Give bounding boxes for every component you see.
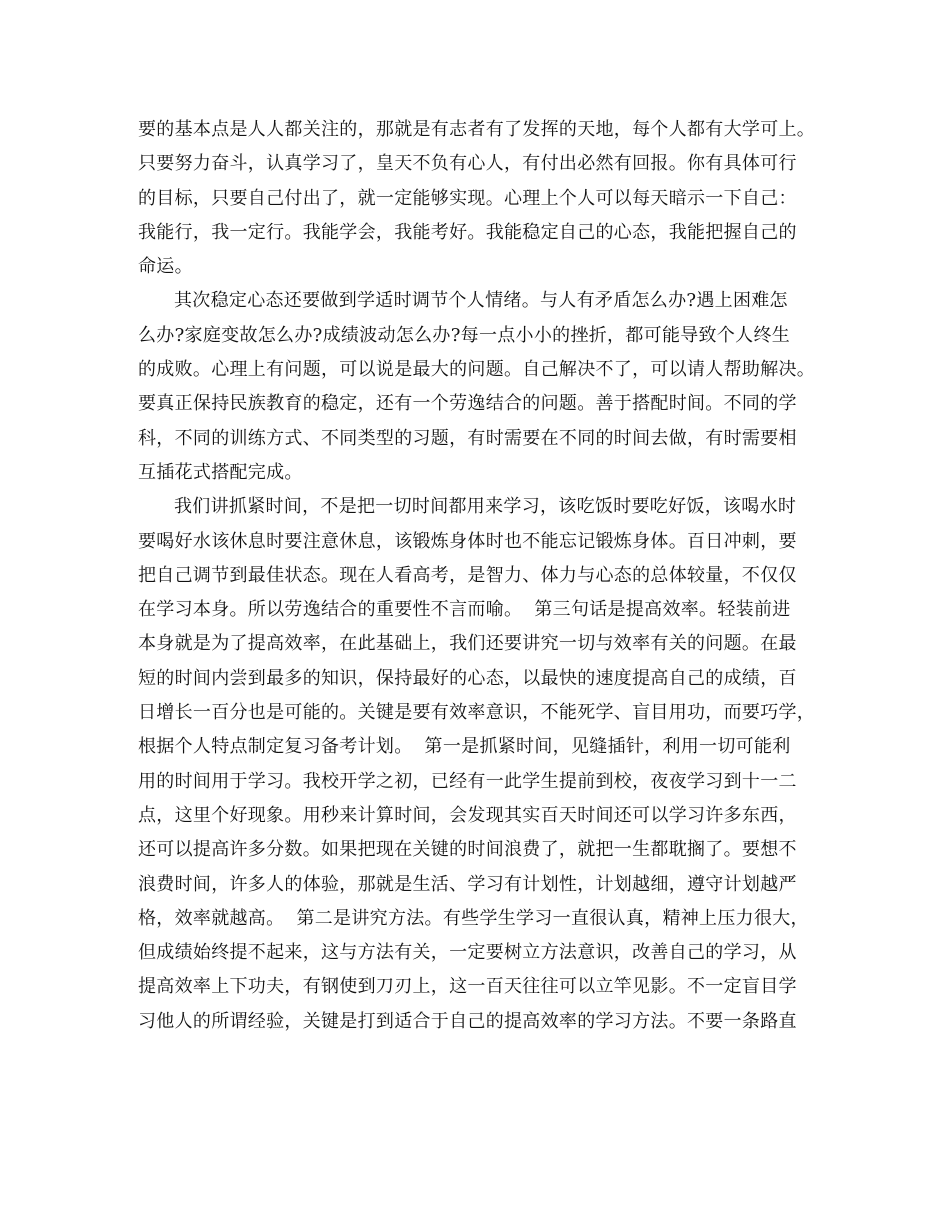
- text-line: 我能行，我一定行。我能学会，我能考好。我能稳定自己的心态，我能把握自己的: [138, 221, 797, 243]
- text-line: 本身就是为了提高效率，在此基础上，我们还要讲究一切与效率有关的问题。在最: [138, 633, 797, 655]
- text-line: 根据个人特点制定复习备考计划。 第一是抓紧时间，见缝插针，利用一切可能利: [138, 736, 791, 758]
- text-line: 提高效率上下功夫，有钢使到刀刃上，这一百天往往可以立竿见影。不一定盲目学: [138, 976, 797, 998]
- text-line: 日增长一百分也是可能的。关键是要有效率意识，不能死学、盲目用功，而要巧学，: [138, 702, 816, 724]
- text-line: 浪费时间，许多人的体验，那就是生活、学习有计划性，计划越细，遵守计划越严: [138, 873, 797, 895]
- text-line: 习他人的所谓经验，关键是打到适合于自己的提高效率的学习方法。不要一条路直: [138, 1010, 797, 1032]
- text-line: 要的基本点是人人都关注的，那就是有志者有了发挥的天地，每个人都有大学可上。: [138, 119, 816, 140]
- paragraph-start-line: 其次稳定心态还要做到学适时调节个人情绪。与人有矛盾怎么办?遇上困难怎: [174, 290, 788, 312]
- paragraph-start-line: 我们讲抓紧时间，不是把一切时间都用来学习，该吃饭时要吃好饭，该喝水时: [174, 496, 797, 518]
- text-line: 么办?家庭变故怎么办?成绩波动怎么办?每一点小小的挫折，都可能导致个人终生: [138, 324, 791, 346]
- text-line: 把自己调节到最佳状态。现在人看高考，是智力、体力与心态的总体较量，不仅仅: [138, 564, 797, 586]
- text-line: 但成绩始终提不起来，这与方法有关，一定要树立方法意识，改善自己的学习，从: [138, 942, 797, 964]
- text-line: 科，不同的训练方式、不同类型的习题，有时需要在不同的时间去做，有时需要相: [138, 427, 797, 449]
- text-line: 只要努力奋斗，认真学习了，皇天不负有心人，有付出必然有回报。你有具体可行: [138, 153, 797, 175]
- text-line: 点，这里个好现象。用秒来计算时间，会发现其实百天时间还可以学习许多东西，: [138, 804, 797, 826]
- text-line: 命运。: [138, 256, 193, 278]
- body-text: [138, 113, 828, 1039]
- text-line: 的成败。心理上有问题，可以说是最大的问题。自己解决不了，可以请人帮助解决。: [138, 359, 816, 381]
- text-line: 在学习本身。所以劳逸结合的重要性不言而喻。 第三句话是提高效率。轻装前进: [138, 599, 791, 621]
- text-line: 用的时间用于学习。我校开学之初，已经有一此学生提前到校，夜夜学习到十一二: [138, 770, 797, 792]
- text-line: 短的时间内尝到最多的知识，保持最好的心态，以最快的速度提高自己的成绩，百: [138, 667, 797, 689]
- text-line: 互插花式搭配完成。: [138, 461, 303, 483]
- text-line: 的目标，只要自己付出了，就一定能够实现。心理上个人可以每天暗示一下自己：: [138, 187, 797, 209]
- text-line: 格，效率就越高。 第二是讲究方法。有些学生学习一直很认真，精神上压力很大，: [138, 907, 809, 929]
- text-line: 要真正保持民族教育的稳定，还有一个劳逸结合的问题。善于搭配时间。不同的学: [138, 393, 797, 415]
- text-line: 还可以提高许多分数。如果把现在关键的时间浪费了，就把一生都耽搁了。要想不: [138, 839, 797, 861]
- text-line: 要喝好水该休息时要注意休息，该锻炼身体时也不能忘记锻炼身体。百日冲刺，要: [138, 530, 797, 552]
